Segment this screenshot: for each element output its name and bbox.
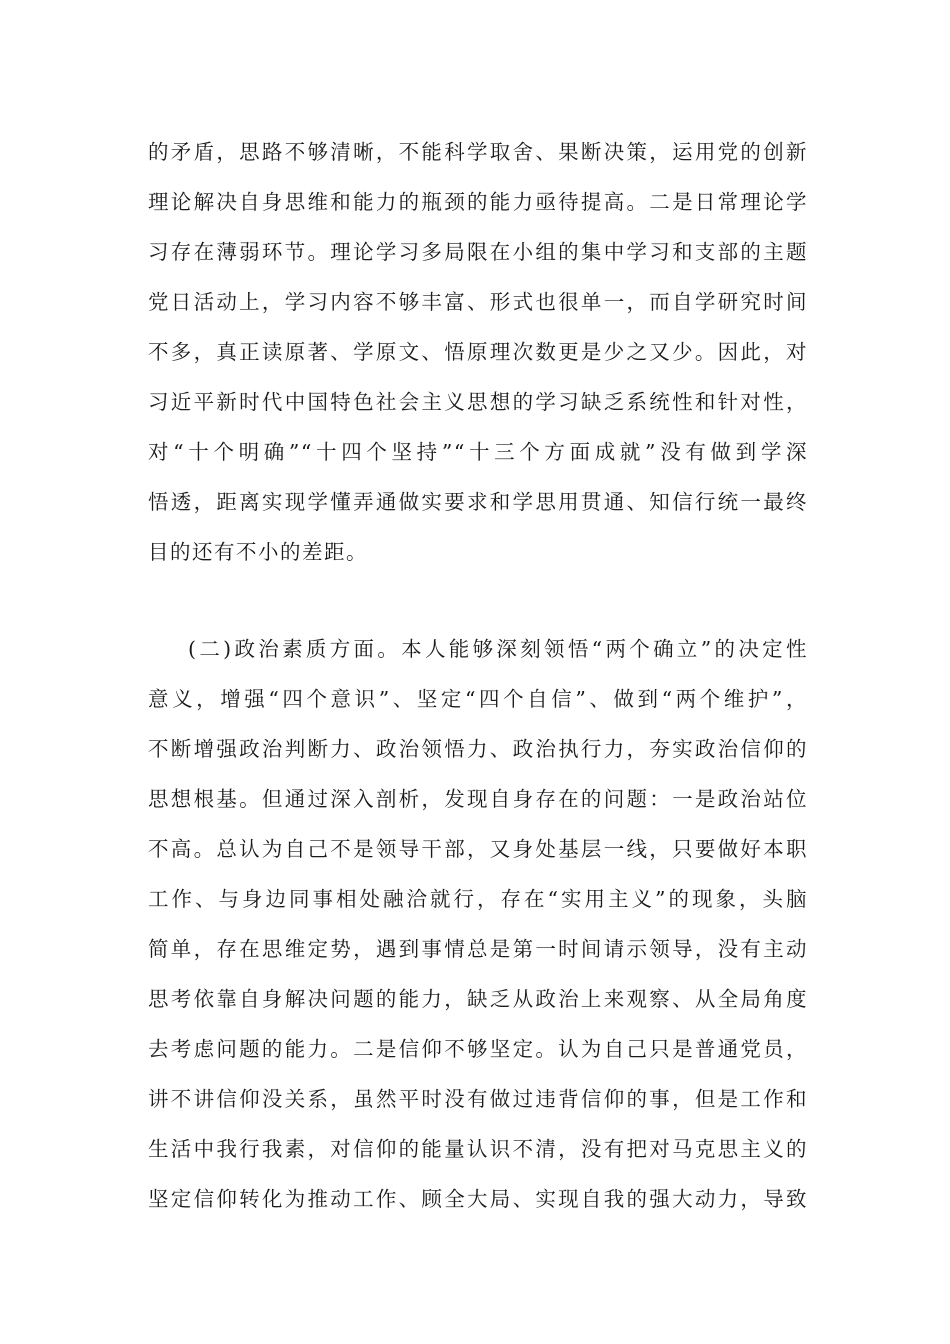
paragraph-1-line: 悟透，距离实现学懂弄通做实要求和学思用贯通、知信行统一最终 — [148, 490, 808, 514]
paragraph-1-line: 党日活动上，学习内容不够丰富、形式也很单一，而自学研究时间 — [148, 290, 808, 314]
paragraph-2-line: 简单，存在思维定势，遇到事情总是第一时间请示领导，没有主动 — [148, 937, 808, 961]
paragraph-2-line: 思想根基。但通过深入剖析，发现自身存在的问题：一是政治站位 — [148, 787, 808, 811]
paragraph-2-line: 思考依靠自身解决问题的能力，缺乏从政治上来观察、从全局角度 — [148, 987, 808, 1011]
paragraph-2-line: 去考虑问题的能力。二是信仰不够坚定。认为自己只是普通党员， — [148, 1037, 808, 1061]
paragraph-1-line: 对“十个明确”“十四个坚持”“十三个方面成就”没有做到学深 — [148, 440, 808, 464]
paragraph-1-line: 习存在薄弱环节。理论学习多局限在小组的集中学习和支部的主题 — [148, 240, 808, 264]
paragraph-1-line: 目的还有不小的差距。 — [148, 540, 368, 564]
paragraph-2-line: 坚定信仰转化为推动工作、顾全大局、实现自我的强大动力，导致 — [148, 1187, 808, 1211]
paragraph-1-line: 不多，真正读原著、学原文、悟原理次数更是少之又少。因此，对 — [148, 340, 808, 364]
paragraph-2-line: 不高。总认为自己不是领导干部，又身处基层一线，只要做好本职 — [148, 837, 808, 861]
paragraph-2-line: (二)政治素质方面。本人能够深刻领悟“两个确立”的决定性 — [188, 637, 808, 661]
paragraph-1-line: 理论解决自身思维和能力的瓶颈的能力亟待提高。二是日常理论学 — [148, 190, 808, 214]
paragraph-2-line: 生活中我行我素，对信仰的能量认识不清，没有把对马克思主义的 — [148, 1137, 808, 1161]
paragraph-2-line: 讲不讲信仰没关系，虽然平时没有做过违背信仰的事，但是工作和 — [148, 1087, 808, 1111]
paragraph-1-line: 的矛盾，思路不够清晰，不能科学取舍、果断决策，运用党的创新 — [148, 140, 808, 164]
paragraph-1-line: 习近平新时代中国特色社会主义思想的学习缺乏系统性和针对性， — [148, 390, 808, 414]
paragraph-2-line: 不断增强政治判断力、政治领悟力、政治执行力，夯实政治信仰的 — [148, 737, 808, 761]
paragraph-2-line: 意义，增强“四个意识”、坚定“四个自信”、做到“两个维护”， — [148, 687, 808, 711]
paragraph-2-line: 工作、与身边同事相处融洽就行，存在“实用主义”的现象，头脑 — [148, 887, 808, 911]
